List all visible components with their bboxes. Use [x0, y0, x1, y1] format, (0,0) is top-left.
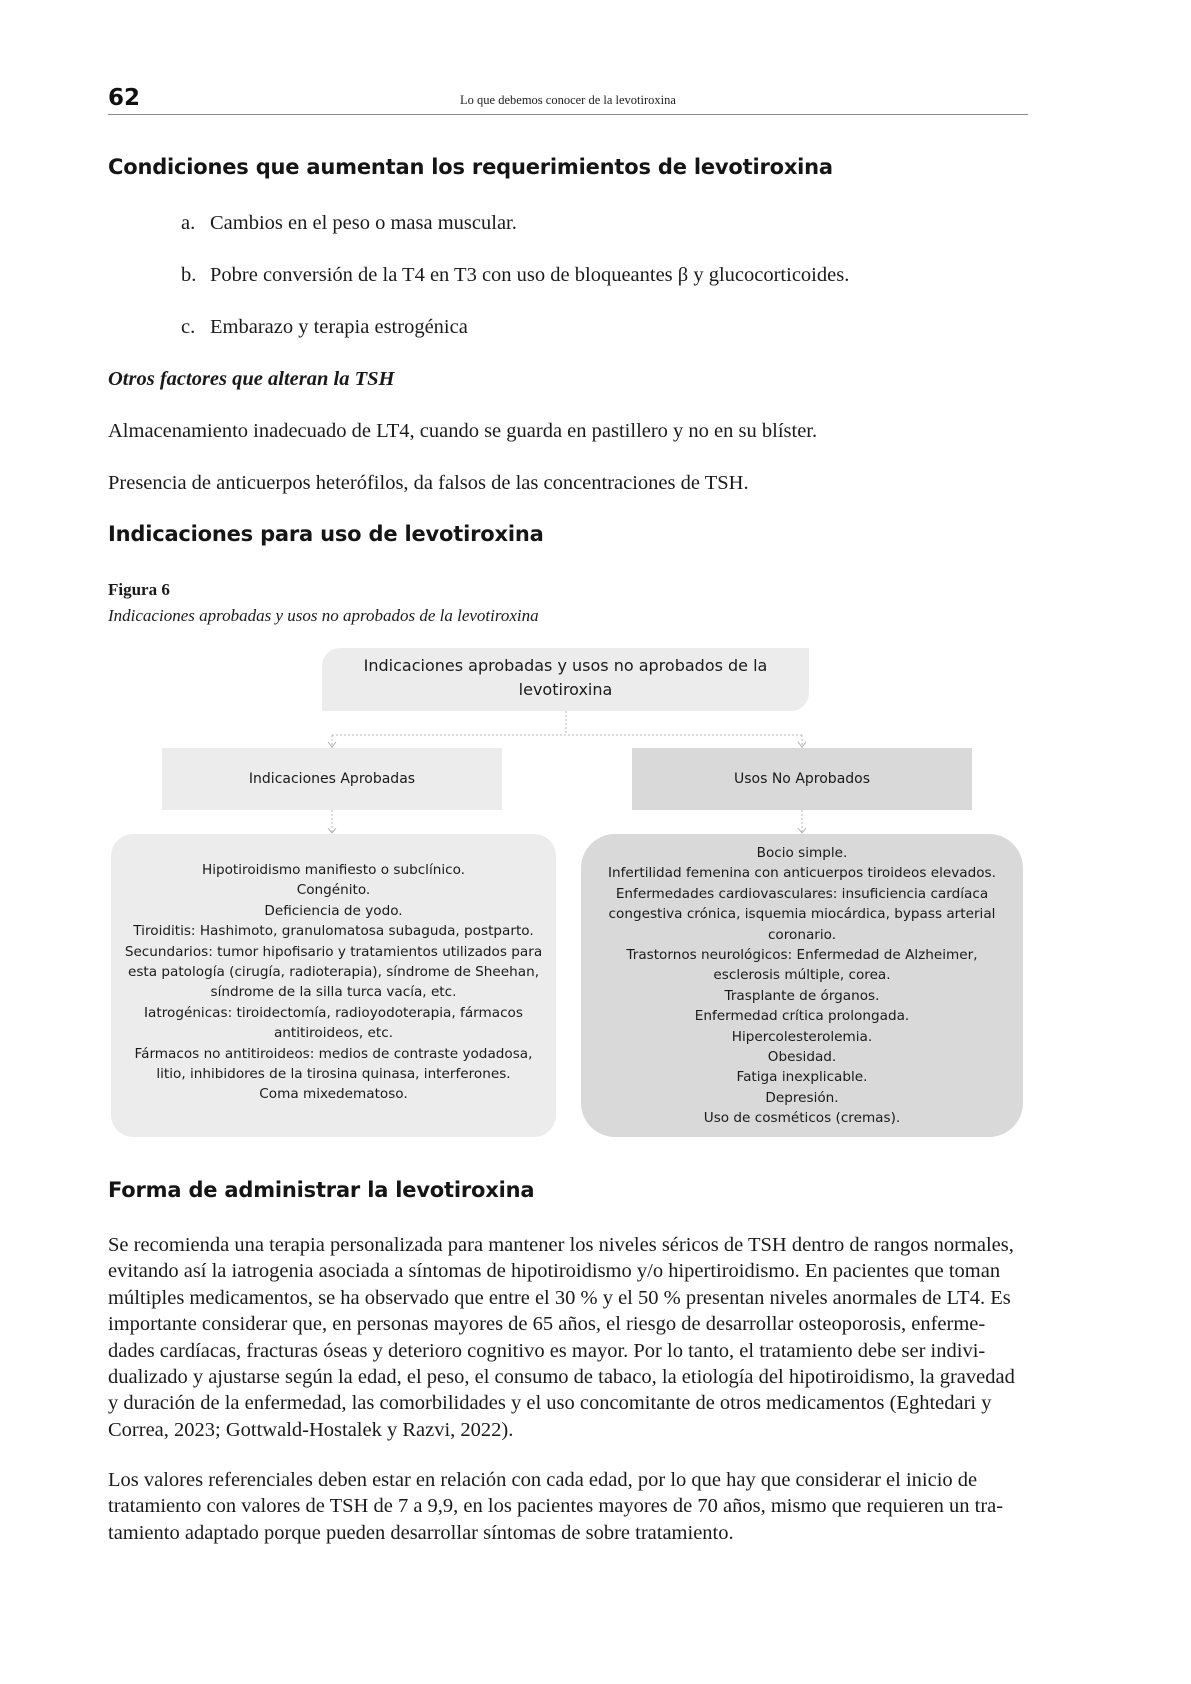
diagram-not-approved-list: [581, 834, 1023, 1137]
diagram-list-line: Trasplante de órganos.: [724, 987, 880, 1004]
diagram-list-line: Hipotiroidismo manifiesto o subclínico.: [201, 862, 465, 878]
list-marker: b.: [181, 264, 197, 286]
diagram-list-line: litio, inhibidores de la tirosina quinasa, interferones.: [156, 1066, 511, 1083]
diagram-list-line: Obesidad.: [767, 1049, 837, 1066]
diagram-list-line: Deficiencia de yodo.: [264, 902, 403, 919]
diagram-list-line: Tiroiditis: Hashimoto, granulomatosa subaguda, postparto.: [133, 923, 534, 940]
list-item-text: Cambios en el peso o masa muscular.: [210, 212, 517, 234]
running-title: Lo que debemos conocer de la levotiroxina: [460, 93, 676, 107]
diagram-list-line: síndrome de la silla turca vacía, etc.: [210, 984, 457, 1001]
diagram-list-line: coronario.: [767, 926, 837, 943]
diagram-list-line: Fármacos no antitiroideos: medios de contraste yodadosa,: [134, 1045, 533, 1062]
paragraph-line: dades cardíacas, fracturas óseas y deterioro cognitivo es mayor. Por lo tanto, el tratamiento debe ser indivi-: [108, 1339, 986, 1362]
diagram-approved-list: [111, 834, 556, 1137]
diagram-list-line: Depresión.: [765, 1089, 839, 1106]
diagram-list-line: Bocio simple.: [756, 845, 848, 861]
diagram-list-line: Secundarios: tumor hipofisario y tratamientos utilizados para: [124, 943, 543, 960]
figure-caption: Indicaciones aprobadas y usos no aprobados de la levotiroxina: [108, 606, 539, 625]
diagram-list-line: Trastornos neurológicos: Enfermedad de Alzheimer,: [626, 947, 978, 964]
diagram-list-line: congestiva crónica, isquemia miocárdica, bypass arterial: [608, 906, 996, 923]
list-marker: a.: [181, 212, 196, 234]
diagram-list-line: Iatrogénicas: tiroidectomía, radioyodoterapia, fármacos: [144, 1004, 523, 1021]
paragraph: Almacenamiento inadecuado de LT4, cuando se guarda en pastillero y no en su blíster.: [108, 420, 818, 442]
diagram-node-approved: Indicaciones Aprobadas: [162, 748, 502, 810]
list-item-text: Embarazo y terapia estrogénica: [210, 316, 468, 338]
paragraph-line: y duración de la enfermedad, las comorbilidades y el uso concomitante de otros medicamentos (Eghtedari y: [108, 1392, 992, 1415]
diagram-list-line: Uso de cosméticos (cremas).: [703, 1110, 901, 1127]
paragraph-line: evitando así la iatrogenia asociada a síntomas de hipotiroidismo y/o hipertiroidismo. En pacientes que toman: [108, 1260, 1001, 1283]
diagram-list-line: antitiroideos, etc.: [273, 1025, 394, 1042]
diagram-node-not-approved: Usos No Aprobados: [632, 748, 972, 810]
section-heading-indications: Indicaciones para uso de levotiroxina: [108, 522, 544, 546]
diagram-list-line: Enfermedad crítica prolongada.: [694, 1008, 910, 1025]
page-number: 62: [108, 85, 141, 111]
paragraph-line: múltiples medicamentos, se ha observado que entre el 30 % y el 50 % presentan niveles anormales de LT4. Es: [108, 1286, 1011, 1309]
list-item-text: Pobre conversión de la T4 en T3 con uso de bloqueantes β y glucocorticoides.: [210, 264, 850, 286]
list-marker: c.: [181, 316, 196, 338]
paragraph-line: importante considerar que, en personas mayores de 65 años, el riesgo de desarrollar osteoporosis, enferme-: [108, 1313, 986, 1336]
diagram-list-line: esta patología (cirugía, radioterapia), síndrome de Sheehan,: [127, 964, 540, 981]
section-heading-administration: Forma de administrar la levotiroxina: [108, 1178, 535, 1202]
diagram-list-line: Congénito.: [296, 882, 371, 899]
diagram-list-line: esclerosis múltiple, corea.: [713, 967, 891, 984]
figure-label: Figura 6: [108, 580, 170, 599]
paragraph-line: tratamiento con valores de TSH de 7 a 9,9, en los pacientes mayores de 70 años, mismo que requieren un tra-: [108, 1495, 1004, 1518]
diagram-root-line: levotiroxina: [518, 680, 613, 699]
paragraph: Presencia de anticuerpos heterófilos, da falsos de las concentraciones de TSH.: [108, 472, 749, 494]
paragraph-line: Los valores referenciales deben estar en relación con cada edad, por lo que hay que considerar el inicio de: [108, 1469, 978, 1491]
diagram-root-line: Indicaciones aprobadas y usos no aprobados de la: [363, 656, 768, 675]
paragraph-line: Se recomienda una terapia personalizada para mantener los niveles séricos de TSH dentro de rangos normales,: [108, 1234, 1014, 1256]
diagram-list-line: Fatiga inexplicable.: [736, 1069, 868, 1086]
paragraph-personalized-therapy: [108, 1232, 1028, 1443]
diagram-list-line: Infertilidad femenina con anticuerpos tiroideos elevados.: [608, 865, 996, 882]
subheading-other-factors: Otros factores que alteran la TSH: [108, 368, 395, 390]
diagram-list-line: Enfermedades cardiovasculares: insuficiencia cardíaca: [615, 885, 989, 902]
paragraph-line: dualizado y ajustarse según la edad, el peso, el consumo de tabaco, la etiología del hipotiroidismo, la gravedad: [108, 1365, 1015, 1388]
section-heading-requirements: Condiciones que aumentan los requerimientos de levotiroxina: [108, 155, 833, 179]
diagram-list-line: Hipercolesterolemia.: [731, 1028, 873, 1045]
diagram-list-line: Coma mixedematoso.: [259, 1086, 408, 1103]
diagram-root-node: [322, 648, 809, 711]
paragraph-reference-values: [108, 1467, 1028, 1546]
paragraph-line: Correa, 2023; Gottwald-Hostalek y Razvi, 2022).: [108, 1418, 514, 1441]
paragraph-line: tamiento adaptado porque pueden desarrollar síntomas de sobre tratamiento.: [108, 1521, 734, 1544]
